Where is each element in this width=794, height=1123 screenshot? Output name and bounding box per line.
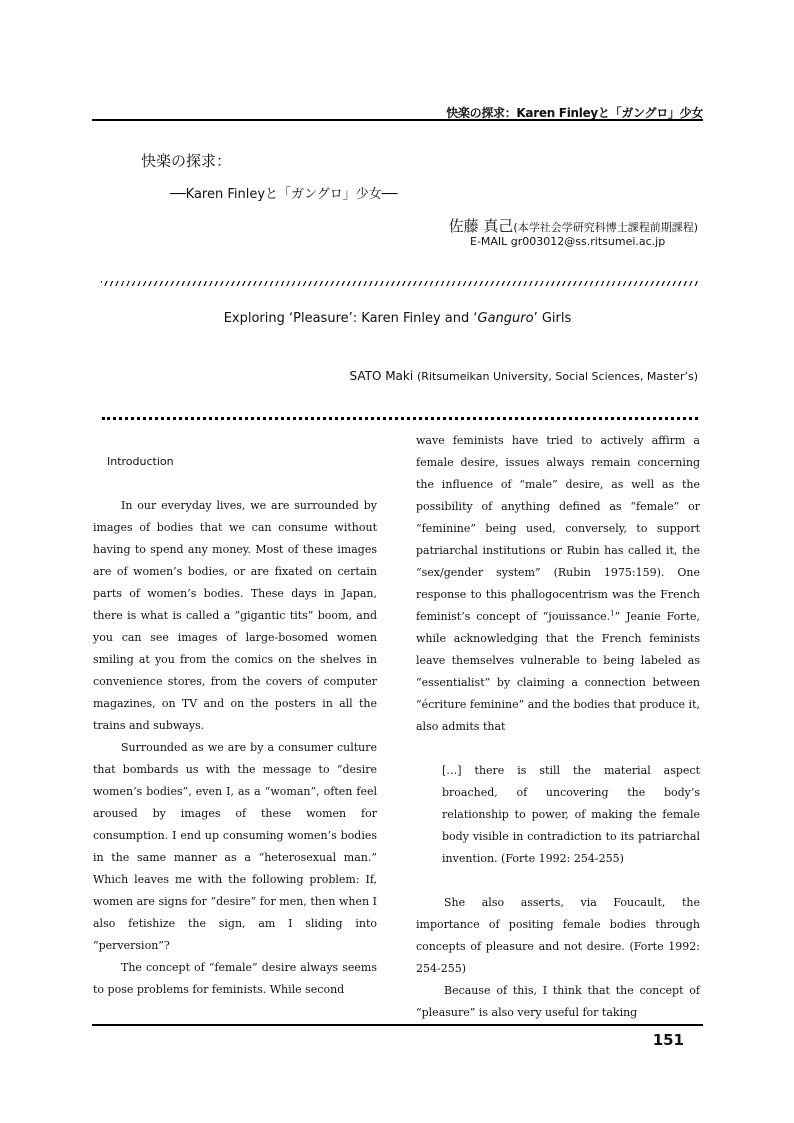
author-email: E-MAIL gr003012@ss.ritsumei.ac.jp [470, 235, 666, 248]
paragraph: Because of this, I think that the concept of “pleasure” is also very useful for taking [416, 984, 700, 1019]
english-title-part2: ’ Girls [533, 311, 572, 326]
paragraph-text: wave feminists have tried to actively affirm a female desire, issues always remain concerning the influence of “male” desire, as well as the possibility of anything defined as “female” or “feminine” being used, conversely, to support patriarchal institutions or Rubin has called it, the “sex/gender system” (Rubin 1975:159). One response to this phallogocentrism was the French feminist’s concept of “jouissance. [416, 434, 700, 623]
header-rule [92, 119, 703, 121]
paragraph: She also asserts, via Foucault, the importance of positing female bodies through concepts of pleasure and not desire. (Forte 1992: 254-255) [416, 896, 700, 975]
block-quote: […] there is still the material aspect broached, of uncovering the body’s relationship to power, of making the female body visible in contradiction to its patriarchal invention. (Forte 1992: 254-255) [442, 764, 700, 865]
paragraph [416, 430, 700, 738]
jp-subtitle: ──Karen Finleyと「ガングロ」少女── [170, 187, 398, 202]
author-affiliation: (本学社会学研究科博士課程前期課程) [513, 221, 698, 234]
footnote-marker: 1 [610, 609, 615, 618]
paragraph: Surrounded as we are by a consumer culture that bombards us with the message to “desire women’s bodies”, even I, as a “woman”, often feel aroused by images of these women for consumption. I end up consuming women’s bodies in the same manner as a “heterosexual man.” Which leaves me with the following problem: If, women are signs for “desire” for men, then when I also fetishize the sign, am I sliding into “perversion”? [93, 741, 377, 952]
author-name: 佐藤 真己 [448, 217, 514, 235]
paragraph-text: ” Jeanie Forte, while acknowledging that the French feminists leave themselves vulnerable to being labeled as “essentialist” by claiming a connection between “écriture feminine” and the bodies that produce it, also admits that [416, 610, 700, 733]
spacer [416, 870, 700, 892]
spacer [416, 738, 700, 760]
page-number: 151 [652, 1031, 684, 1049]
paragraph: In our everyday lives, we are surrounded by images of bodies that we can consume without having to spend any money. Most of these images are of women’s bodies, or are fixated on certain parts of women’s bodies. These days in Japan, there is what is called a “gigantic tits” boom, and you can see images of large-bosomed women smiling at you from the comics on the shelves in convenience stores, from the covers of computer magazines, on TV and on the posters in all the trains and subways. [93, 499, 377, 732]
paragraph: The concept of “female” desire always seems to pose problems for feminists. While second [93, 961, 377, 996]
english-title-part1: Exploring ‘Pleasure’: Karen Finley and ‘ [223, 311, 478, 326]
english-title [92, 311, 703, 326]
spacer [93, 473, 377, 495]
left-column [93, 451, 377, 1001]
english-author-name: SATO Maki [349, 369, 418, 383]
running-head: 快楽の探求：Karen Finleyと「ガングロ」少女 [446, 106, 703, 120]
jp-title: 快楽の探求： [141, 152, 232, 170]
hatched-divider [101, 281, 698, 286]
english-author-affiliation: (Ritsumeikan University, Social Sciences, Master’s) [417, 370, 698, 383]
author-block [300, 215, 698, 236]
right-column [416, 430, 700, 1024]
footer-rule [92, 1024, 703, 1026]
dotted-divider [102, 417, 698, 420]
english-title-italic: Ganguro [477, 311, 534, 326]
english-author [350, 369, 699, 383]
section-heading: Introduction [107, 455, 174, 468]
